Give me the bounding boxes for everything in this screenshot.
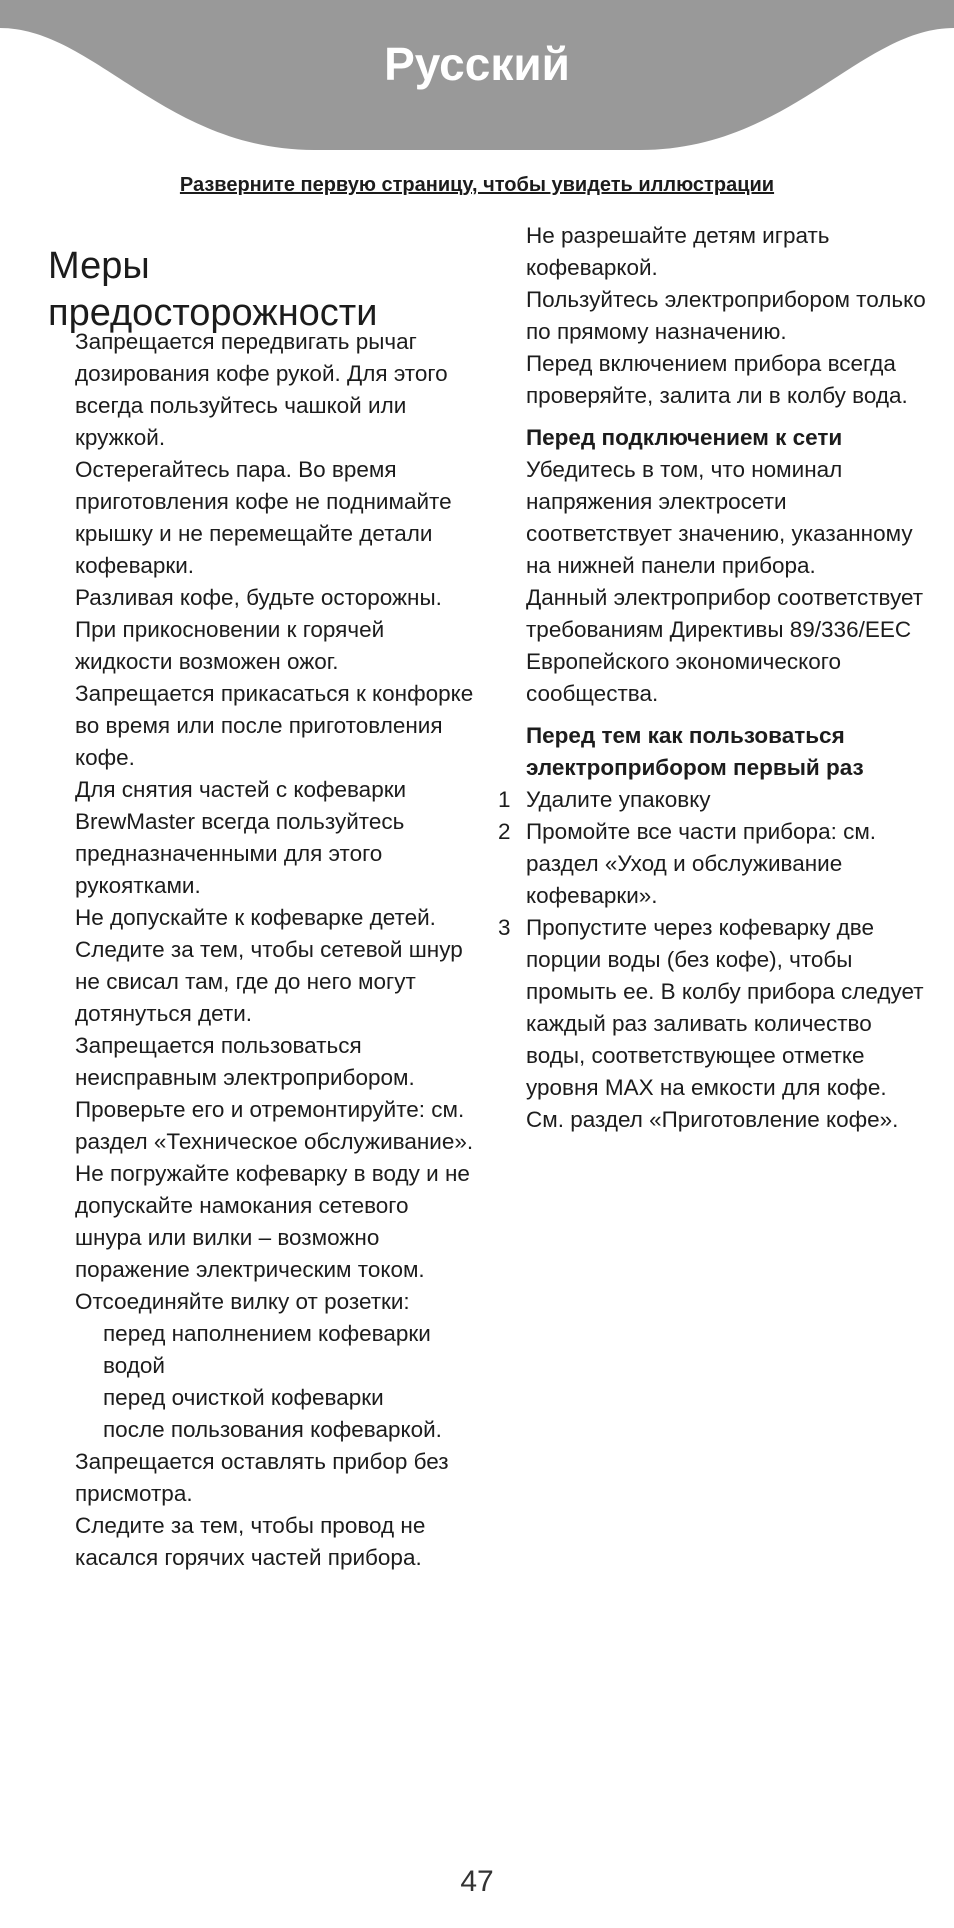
fold-out-instruction: Разверните первую страницу, чтобы увидеть иллюстрации: [179, 174, 775, 196]
step-item: [498, 816, 926, 912]
safety-paragraph: Перед включением прибора всегда проверяйте, залита ли в колбу вода.: [526, 351, 908, 408]
heading-line-1: Меры: [48, 245, 150, 288]
right-column: [498, 220, 926, 1136]
step-text: Удалите упаковку: [526, 787, 711, 812]
safety-paragraph: Запрещается оставлять прибор без присмотра.: [75, 1449, 449, 1506]
step-number: 3: [498, 915, 511, 940]
step-text: Пропустите через кофеварку две порции воды (без кофе), чтобы промыть ее. В колбу прибора следует каждый раз заливать количество воды, соответствующее отметке уровня MAX на емкости для кофе. См. раздел «Приготовление кофе».: [526, 915, 924, 1132]
safety-paragraph: Запрещается передвигать рычаг дозирования кофе рукой. Для этого всегда пользуйтесь чашкой или кружкой.: [75, 329, 448, 450]
safety-paragraph: Для снятия частей с кофеварки BrewMaster всегда пользуйтесь предназначенными для этого рукоятками.: [75, 777, 407, 898]
step-item: [498, 784, 926, 816]
step-text: Промойте все части прибора: см. раздел «Уход и обслуживание кофеварки».: [526, 819, 877, 908]
safety-paragraph: Отсоединяйте вилку от розетки:: [75, 1289, 410, 1314]
safety-paragraph: Разливая кофе, будьте осторожны. При прикосновении к горячей жидкости возможен ожог.: [75, 585, 442, 674]
unplug-condition-item: после пользования кофеваркой.: [103, 1417, 442, 1442]
safety-paragraph: Не допускайте к кофеварке детей. Следите за тем, чтобы сетевой шнур не свисал там, где до него могут дотянуться дети.: [75, 905, 463, 1026]
language-title: Русский: [384, 38, 570, 90]
unplug-condition-item: перед наполнением кофеварки водой: [103, 1321, 431, 1378]
safety-paragraph: Не разрешайте детям играть кофеваркой.: [526, 223, 830, 280]
safety-paragraph: Не погружайте кофеварку в воду и не допускайте намокания сетевого шнура или вилки – возможно поражение электрическим током.: [75, 1161, 470, 1282]
step-number: 2: [498, 819, 511, 844]
left-column: [75, 326, 475, 1574]
step-item: [498, 912, 926, 1136]
section-heading: [48, 243, 468, 337]
subsection-heading-first-use: Перед тем как пользоваться электроприбором первый раз: [526, 723, 864, 780]
subsection-heading-mains: Перед подключением к сети: [526, 425, 843, 450]
heading-line-2: предосторожности: [48, 292, 378, 335]
safety-paragraph: Запрещается прикасаться к конфорке во время или после приготовления кофе.: [75, 681, 474, 770]
unplug-condition-item: перед очисткой кофеварки: [103, 1385, 384, 1410]
directive-paragraph: Данный электроприбор соответствует требованиям Директивы 89/336/EEC Европейского экономического сообщества.: [526, 585, 924, 706]
safety-paragraph: Запрещается пользоваться неисправным электроприбором. Проверьте его и отремонтируйте: см. раздел «Техническое обслуживание».: [75, 1033, 474, 1154]
safety-paragraph: Остерегайтесь пара. Во время приготовления кофе не поднимайте крышку и не перемещайте детали кофеварки.: [75, 457, 452, 578]
step-number: 1: [498, 787, 511, 812]
safety-paragraph: Следите за тем, чтобы провод не касался горячих частей прибора.: [75, 1513, 426, 1570]
safety-paragraph: Пользуйтесь электроприбором только по прямому назначению.: [526, 287, 926, 344]
voltage-paragraph: Убедитесь в том, что номинал напряжения электросети соответствует значению, указанному на нижней панели прибора.: [526, 457, 913, 578]
page-number: 47: [460, 1865, 494, 1898]
